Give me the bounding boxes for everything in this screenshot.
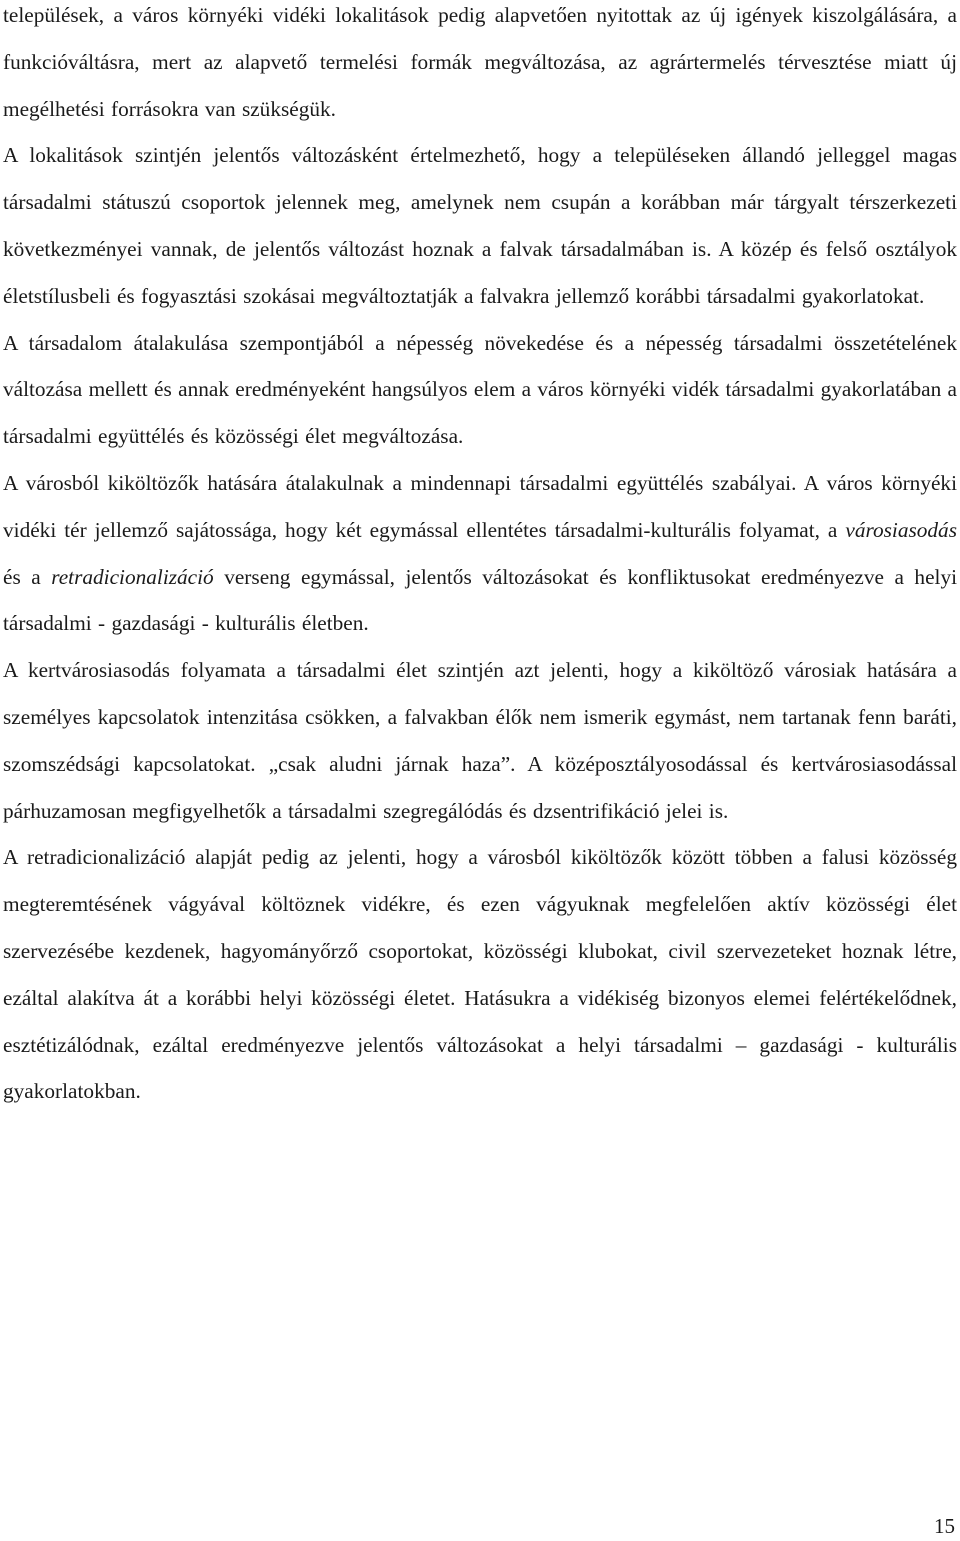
- paragraph: [3, 0, 957, 132]
- paragraph: [3, 320, 957, 460]
- italic-term: retradicionalizáció: [51, 564, 214, 589]
- page-number: 15: [934, 1514, 955, 1538]
- paragraph-text: A retradicionalizáció alapját pedig az jelenti, hogy a városból kiköltözők között többen a falusi közösség megteremtésének vágyával költöznek vidékre, és ezen vágyuknak megfelelően aktív közösségi élet szervezésébe kezdenek, hagyományőrző csoportokat, közösségi klubokat, civil szervezeteket hoznak létre, ezáltal alakítva át a korábbi helyi közösségi életet. Hatásukra a vidékiség bizonyos elemei felértékelődnek, esztétizálódnak, ezáltal eredményezve jelentős változásokat a helyi társadalmi – gazdasági - kulturális gyakorlatokban.: [3, 845, 957, 1104]
- paragraph-text: A kertvárosiasodás folyamata a társadalmi élet szintjén azt jelenti, hogy a kiköltöző városiak hatására a személyes kapcsolatok intenzitása csökken, a falvakban élők nem ismerik egymást, nem tartanak fenn baráti, szomszédsági kapcsolatokat. „csak aludni járnak haza”. A középosztályosodással és kertvárosiasodással párhuzamosan megfigyelhetők a társadalmi szegregálódás és dzsentrifikáció jelei is.: [3, 658, 957, 823]
- paragraph-text: A lokalitások szintjén jelentős változásként értelmezhető, hogy a településeken állandó jelleggel magas társadalmi státuszú csoportok jelennek meg, amelynek nem csupán a korábban már tárgyalt térszerkezeti következményei vannak, de jelentős változást hoznak a falvak társadalmában is. A közép és felső osztályok életstílusbeli és fogyasztási szokásai megváltoztatják a falvakra jellemző korábbi társadalmi gyakorlatokat.: [3, 143, 957, 308]
- paragraph-text: A társadalom átalakulása szempontjából a népesség növekedése és a népesség társadalmi összetételének változása mellett és annak eredményeként hangsúlyos elem a város környéki vidék társadalmi gyakorlatában a társadalmi együttélés és közösségi élet megváltozása.: [3, 330, 957, 449]
- paragraph: [3, 834, 957, 1115]
- italic-term: városiasodás: [845, 517, 957, 542]
- paragraph-text: verseng egymással, jelentős változásokat és konfliktusokat eredményezve a helyi társadalmi - gazdasági - kulturális életben.: [3, 564, 958, 636]
- paragraph-text: települések, a város környéki vidéki lokalitások pedig alapvetően nyitottak az új igények kiszolgálására, a funkcióváltásra, mert az alapvető termelési formák megváltozása, az agrártermelés térvesztése miatt új megélhetési forrásokra van szükségük.: [3, 3, 957, 121]
- body-text: [3, 0, 957, 1115]
- paragraph-text: és a: [3, 564, 52, 589]
- paragraph: [3, 132, 957, 319]
- paragraph: [3, 460, 957, 647]
- paragraph-text: A városból kiköltözők hatására átalakulnak a mindennapi társadalmi együttélés szabályai. A város környéki vidéki tér jellemző sajátossága, hogy két egymással ellentétes társadalmi-kulturális folyamat, a: [3, 470, 957, 542]
- paragraph: [3, 647, 957, 834]
